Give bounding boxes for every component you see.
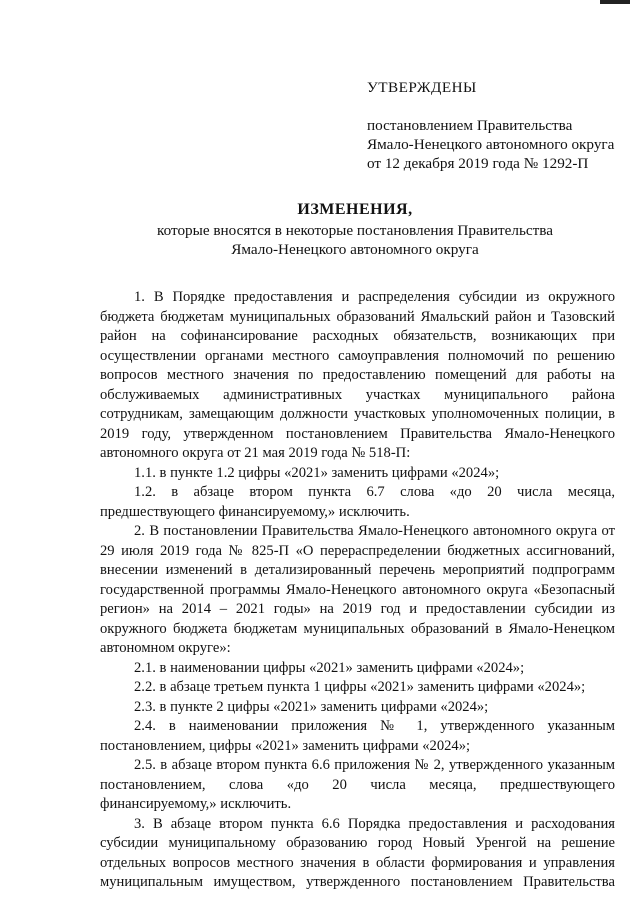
- heading-title: ИЗМЕНЕНИЯ,: [297, 201, 413, 218]
- document-body: [100, 288, 615, 893]
- paragraph-1-1: 1.1. в пункте 1.2 цифры «2021» заменить цифрами «2024»;: [134, 464, 500, 481]
- approval-title: УТВЕРЖДЕНЫ: [367, 79, 477, 96]
- paragraph-2-1: 2.1. в наименовании цифры «2021» заменить цифрами «2024»;: [134, 659, 525, 676]
- approval-line-3: от 12 декабря 2019 года № 1292-П: [367, 155, 589, 172]
- paragraph-1: 1. В Порядке предоставления и распределения субсидии из окружного бюджета бюджетам муниципальных образований Ямальский район и Тазовский район на софинансирование расходных обязательств, возникающих при осуществлении органами местного самоуправления полномочий по решению вопросов местного значения по предоставлению помещений для работы на обслуживаемых административных участках муниципального района сотрудникам, замещающим должности участковых уполномоченных полиции, в 2019 году, утвержденном постановлением Правительства Ямало-Ненецкого автономного округа от 21 мая 2019 года № 518-П:: [100, 289, 615, 461]
- heading-subtitle-1: которые вносятся в некоторые постановления Правительства: [157, 222, 553, 239]
- paragraph-2: 2. В постановлении Правительства Ямало-Ненецкого автономного округа от 29 июля 2019 года № 825-П «О перераспределении бюджетных ассигнований, внесении изменений в детализированный перечень мероприятий подпрограмм государственной программы Ямало-Ненецкого автономного округа «Безопасный регион» на 2014 – 2021 годы» на 2019 год и предоставлении субсидии из окружного бюджета бюджетам муниципальных образований в Ямало-Ненецком автономном округе»:: [100, 523, 615, 656]
- paragraph-2-5: 2.5. в абзаце втором пункта 6.6 приложения № 2, утвержденного указанным постановлением, слова «до 20 числа месяца, предшествующего финансируемому,» исключить.: [100, 757, 615, 812]
- heading-subtitle-2: Ямало-Ненецкого автономного округа: [231, 241, 479, 258]
- approval-line-1: постановлением Правительства: [367, 117, 573, 134]
- paragraph-2-4: 2.4. в наименовании приложения № 1, утвержденного указанным постановлением, цифры «2021» заменить цифрами «2024»;: [100, 718, 615, 754]
- paragraph-1-2: 1.2. в абзаце втором пункта 6.7 слова «до 20 числа месяца, предшествующего финансируемому,» исключить.: [100, 484, 615, 520]
- approval-block: [367, 78, 632, 173]
- paragraph-2-2: 2.2. в абзаце третьем пункта 1 цифры «2021» заменить цифрами «2024»;: [134, 679, 586, 695]
- paragraph-2-3: 2.3. в пункте 2 цифры «2021» заменить цифрами «2024»;: [134, 698, 489, 715]
- document-heading: [90, 200, 620, 259]
- approval-line-2: Ямало-Ненецкого автономного округа: [367, 136, 615, 153]
- scan-edge-mark: [600, 0, 630, 4]
- paragraph-3: 3. В абзаце втором пункта 6.6 Порядка предоставления и расходования субсидии муниципальному образованию город Новый Уренгой на решение отдельных вопросов местного значения в области формирования и управления муниципальным имуществом, утвержденного постановлением Правительства: [100, 815, 615, 890]
